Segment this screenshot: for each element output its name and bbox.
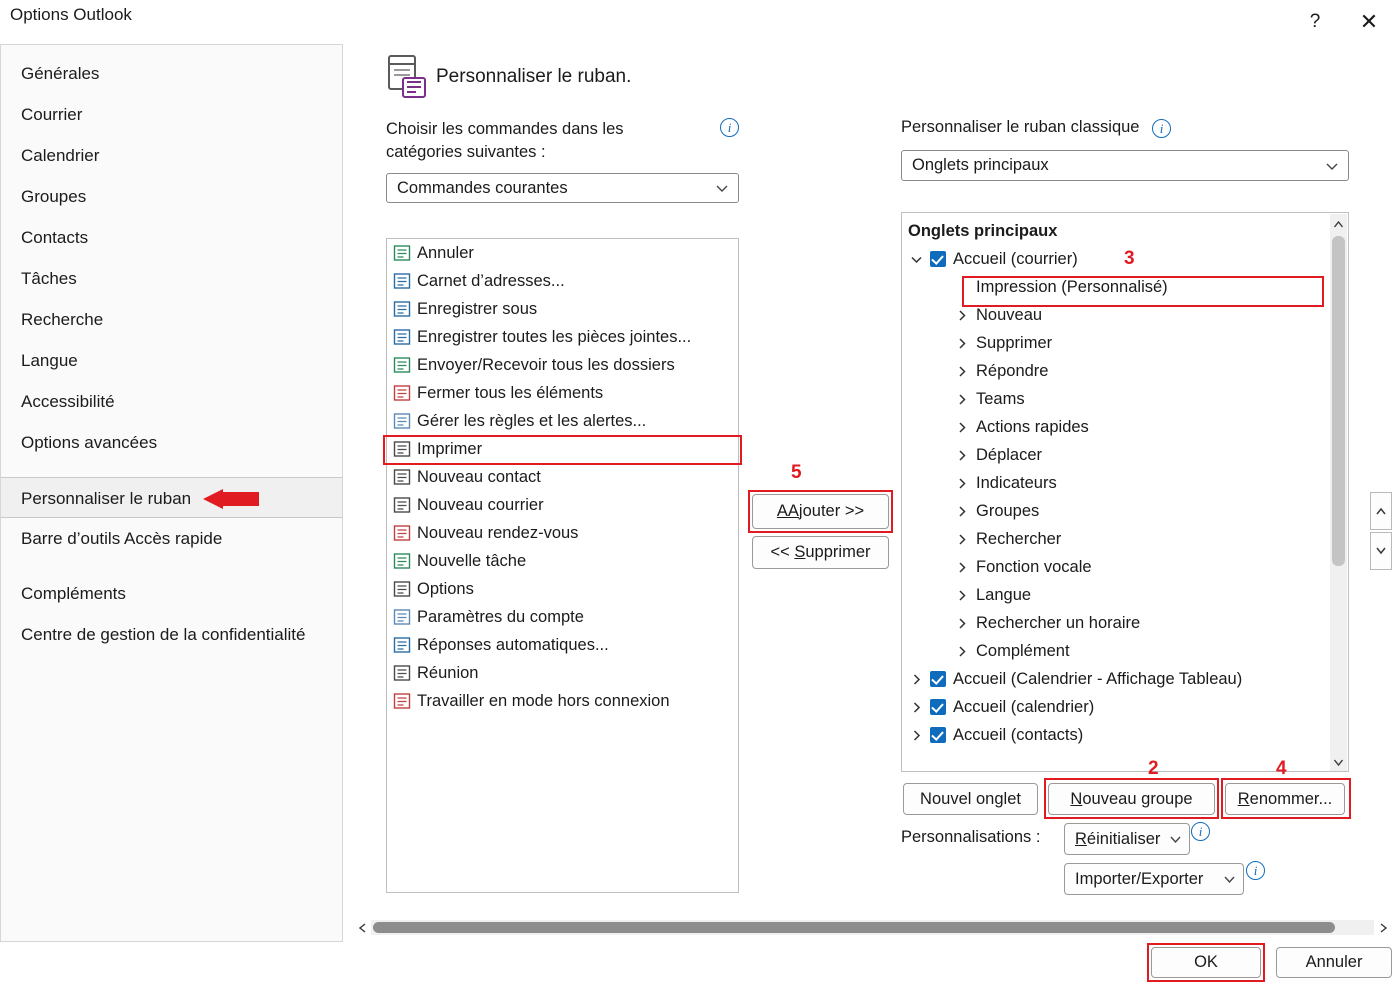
customize-ribbon-icon [386, 54, 428, 100]
dialog-scroll-down-button[interactable] [1370, 532, 1392, 570]
print-icon [391, 438, 413, 460]
add-button[interactable]: AAjouter >> [752, 494, 889, 529]
step-number-5: 5 [791, 462, 802, 483]
tree-item-label: Rechercher [976, 529, 1062, 548]
sidebar-item-label: Recherche [21, 310, 104, 329]
chevron-down-icon [716, 182, 728, 194]
meeting-icon [391, 662, 413, 684]
ribbon-tree[interactable] [901, 212, 1349, 772]
chevron-right-icon[interactable] [956, 477, 969, 490]
hscroll-thumb[interactable] [373, 922, 1335, 933]
tree-item-label: Accueil (courrier) [953, 249, 1078, 268]
sidebar-item-langue[interactable] [1, 340, 342, 381]
sidebar-item-label: Centre de gestion de la confidentialité [21, 625, 306, 644]
new-appointment-icon [392, 523, 412, 543]
rename-button[interactable]: Renommer... [1225, 783, 1345, 815]
page-title: Personnaliser le ruban. [436, 66, 632, 87]
chevron-down-icon [1170, 836, 1181, 844]
window-title: Options Outlook [10, 5, 132, 24]
chevron-up-icon [1376, 507, 1386, 515]
tree-item-label: Accueil (contacts) [953, 725, 1084, 744]
dialog-scroll-up-button[interactable] [1370, 492, 1392, 530]
pointer-arrow-icon [201, 489, 259, 509]
chevron-down-icon [1376, 547, 1386, 555]
reset-button[interactable]: Réinitialiser [1064, 823, 1190, 855]
tree-item-label: Teams [976, 389, 1025, 408]
tree-root-label: Onglets principaux [908, 221, 1058, 240]
commands-listbox[interactable] [386, 238, 739, 893]
tree-group-row[interactable] [902, 385, 1348, 413]
tree-item-label: Complément [976, 641, 1070, 660]
tree-tab-row[interactable] [902, 693, 1348, 721]
tree-item-label: Rechercher un horaire [976, 613, 1141, 632]
import-export-button[interactable] [1064, 863, 1244, 895]
sidebar-item-recherche[interactable] [1, 299, 342, 340]
close-all-icon [391, 382, 413, 404]
tree-tab-row[interactable] [902, 721, 1348, 749]
tree-group-row[interactable] [902, 525, 1348, 553]
meeting-icon [392, 663, 412, 683]
tree-group-row[interactable] [902, 301, 1348, 329]
command-list-item-label: Options [417, 579, 474, 598]
cancel-button-label: Annuler [1305, 953, 1363, 971]
sidebar-item-personnaliser-le-ruban[interactable] [1, 477, 342, 518]
sidebar-item-barre-outils-acces-rapide[interactable] [1, 518, 342, 559]
sidebar-item-generales[interactable] [1, 53, 342, 94]
command-list-item[interactable] [387, 491, 738, 519]
close-icon[interactable]: ✕ [1359, 9, 1379, 34]
tree-item-label: Supprimer [976, 333, 1053, 352]
sidebar-item-complements[interactable] [1, 573, 342, 614]
command-list-item[interactable] [387, 547, 738, 575]
ok-button-label: OK [1194, 953, 1218, 971]
command-list-item-label: Nouvelle tâche [417, 551, 527, 570]
save-attachments-icon [391, 326, 413, 348]
address-book-icon [391, 270, 413, 292]
command-list-item-label: Réunion [417, 663, 479, 682]
tree-item-label: Nouveau [976, 305, 1043, 324]
sidebar-item-label: Contacts [21, 228, 89, 247]
tree-indent-spacer [956, 281, 969, 294]
command-list-item[interactable] [387, 631, 738, 659]
save-attachments-icon [392, 327, 412, 347]
sidebar-item-label: Accessibilité [21, 392, 115, 411]
title-bar [0, 0, 1392, 44]
command-list-item[interactable] [387, 435, 738, 463]
tree-group-row[interactable] [902, 553, 1348, 581]
sidebar-item-label: Langue [21, 351, 78, 370]
remove-button[interactable]: << Supprimer [752, 536, 889, 569]
command-list-item-label: Imprimer [417, 439, 483, 458]
tree-item-label: Accueil (Calendrier - Affichage Tableau) [953, 669, 1243, 688]
sidebar-item-courrier[interactable] [1, 94, 342, 135]
send-receive-icon [392, 355, 412, 375]
sidebar-item-label: Calendrier [21, 146, 100, 165]
tree-item-label: Impression (Personnalisé) [976, 277, 1168, 296]
new-mail-icon [392, 495, 412, 515]
command-list-item[interactable] [387, 659, 738, 687]
info-icon-reset[interactable]: i [1191, 822, 1210, 841]
tree-item-label: Répondre [976, 361, 1049, 380]
command-list-item[interactable] [387, 463, 738, 491]
command-list-item-label: Gérer les règles et les alertes... [417, 411, 647, 430]
new-tab-button[interactable] [903, 783, 1038, 815]
tree-checkbox[interactable] [930, 699, 946, 715]
new-task-icon [391, 550, 413, 572]
tree-checkbox[interactable] [930, 251, 946, 267]
tree-group-row[interactable] [902, 497, 1348, 525]
command-list-item[interactable] [387, 687, 738, 715]
tree-checkbox[interactable] [930, 671, 946, 687]
tree-item-label: Accueil (calendrier) [953, 697, 1095, 716]
command-list-item[interactable] [387, 407, 738, 435]
tree-group-row[interactable] [902, 413, 1348, 441]
tree-scroll-thumb[interactable] [1332, 236, 1345, 566]
tree-item-label: Langue [976, 585, 1032, 604]
ribbon-scope-value: Onglets principaux [912, 156, 1049, 174]
command-list-item-label: Paramètres du compte [417, 607, 584, 626]
tree-group-row[interactable] [902, 469, 1348, 497]
command-list-item-label: Nouveau rendez-vous [417, 523, 579, 542]
chevron-right-icon[interactable] [956, 561, 969, 574]
address-book-icon [392, 271, 412, 291]
command-list-item-label: Fermer tous les éléments [417, 383, 604, 402]
undo-icon [392, 243, 412, 263]
tree-group-row[interactable] [902, 441, 1348, 469]
save-as-icon [392, 299, 412, 319]
account-settings-icon [391, 606, 413, 628]
chevron-right-icon[interactable] [956, 337, 969, 350]
step-number-2: 2 [1148, 758, 1159, 779]
command-list-item-label: Enregistrer toutes les pièces jointes... [417, 327, 692, 346]
new-contact-icon [392, 467, 412, 487]
tree-group-row[interactable] [902, 329, 1348, 357]
cancel-button[interactable] [1276, 947, 1392, 978]
command-list-item-label: Enregistrer sous [417, 299, 538, 318]
new-mail-icon [391, 494, 413, 516]
sidebar-item-groupes[interactable] [1, 176, 342, 217]
command-list-item[interactable] [387, 379, 738, 407]
command-list-item[interactable] [387, 267, 738, 295]
options-icon [392, 579, 412, 599]
sidebar-item-options-avancees[interactable] [1, 422, 342, 463]
sidebar-item-label: Compléments [21, 584, 126, 603]
chevron-right-icon[interactable] [910, 701, 923, 714]
command-list-item[interactable] [387, 295, 738, 323]
command-list-item-label: Carnet d’adresses... [417, 271, 565, 290]
horizontal-scrollbar[interactable] [355, 918, 1390, 938]
sidebar-item-label: Options avancées [21, 433, 158, 452]
undo-icon [391, 242, 413, 264]
sidebar-item-accessibilite[interactable] [1, 381, 342, 422]
hscroll-right-icon[interactable] [1376, 920, 1390, 935]
chevron-right-icon[interactable] [956, 365, 969, 378]
import-export-label: Importer/Exporter [1075, 869, 1204, 888]
new-tab-button-label: Nouvel onglet [920, 789, 1021, 808]
customize-classic-ribbon-label: Personnaliser le ruban classique [901, 118, 1140, 136]
tree-group-row[interactable] [902, 637, 1348, 665]
step-number-3: 3 [1124, 248, 1135, 269]
scroll-up-icon[interactable] [1330, 214, 1347, 234]
tree-tab-row[interactable] [902, 665, 1348, 693]
new-contact-icon [391, 466, 413, 488]
help-icon[interactable]: ? [1309, 11, 1321, 32]
command-list-item-label: Travailler en mode hors connexion [417, 691, 670, 710]
chevron-right-icon[interactable] [956, 589, 969, 602]
tree-group-row[interactable] [902, 609, 1348, 637]
choose-commands-label: Choisir les commandes dans les catégories suivantes : [386, 120, 624, 161]
sidebar-item-label: Personnaliser le ruban [21, 489, 192, 508]
chevron-right-icon[interactable] [956, 449, 969, 462]
command-list-item[interactable] [387, 603, 738, 631]
sidebar-item-label: Barre d’outils Accès rapide [21, 529, 223, 548]
chevron-right-icon[interactable] [956, 617, 969, 630]
chevron-right-icon[interactable] [956, 645, 969, 658]
info-icon-left[interactable]: i [720, 118, 739, 137]
scroll-down-icon[interactable] [1330, 752, 1347, 772]
tree-item-label: Indicateurs [976, 473, 1057, 492]
print-icon [392, 439, 412, 459]
chevron-down-icon [1224, 876, 1235, 884]
commands-category-select[interactable] [386, 173, 739, 203]
rules-alerts-icon [391, 410, 413, 432]
sidebar-item-label: Groupes [21, 187, 87, 206]
command-list-item-label: Envoyer/Recevoir tous les dossiers [417, 355, 675, 374]
chevron-right-icon[interactable] [956, 505, 969, 518]
offline-icon [391, 690, 413, 712]
customizations-label: Personnalisations : [901, 828, 1041, 846]
chevron-right-icon[interactable] [956, 421, 969, 434]
new-appointment-icon [391, 522, 413, 544]
tree-item-label: Fonction vocale [976, 557, 1092, 576]
command-list-item-label: Nouveau contact [417, 467, 541, 486]
new-group-button[interactable]: Nouveau groupe [1048, 783, 1215, 815]
command-list-item-label: Nouveau courrier [417, 495, 544, 514]
step-number-4: 4 [1276, 758, 1287, 779]
chevron-down-icon[interactable] [910, 253, 923, 266]
tree-item-label: Groupes [976, 501, 1040, 520]
hscroll-left-icon[interactable] [355, 920, 369, 935]
command-list-item[interactable] [387, 575, 738, 603]
command-list-item[interactable] [387, 323, 738, 351]
sidebar-item-taches[interactable] [1, 258, 342, 299]
sidebar-item-contacts[interactable] [1, 217, 342, 258]
chevron-right-icon[interactable] [956, 309, 969, 322]
offline-icon [392, 691, 412, 711]
chevron-right-icon[interactable] [910, 729, 923, 742]
command-list-item-label: Annuler [417, 243, 474, 262]
options-icon [391, 578, 413, 600]
ok-button[interactable] [1151, 947, 1261, 978]
tree-item-label: Déplacer [976, 445, 1043, 464]
commands-category-value: Commandes courantes [397, 178, 568, 197]
auto-reply-icon [392, 635, 412, 655]
command-list-item[interactable] [387, 519, 738, 547]
auto-reply-icon [391, 634, 413, 656]
sidebar-item-label: Tâches [21, 269, 77, 288]
command-list-item[interactable] [387, 351, 738, 379]
account-settings-icon [392, 607, 412, 627]
sidebar-item-centre-confidentialite[interactable] [1, 614, 342, 655]
save-as-icon [391, 298, 413, 320]
tree-checkbox[interactable] [930, 727, 946, 743]
tree-group-row[interactable] [902, 273, 1348, 301]
chevron-right-icon[interactable] [956, 533, 969, 546]
send-receive-icon [391, 354, 413, 376]
tree-group-row[interactable] [902, 581, 1348, 609]
chevron-down-icon [1326, 160, 1338, 172]
close-all-icon [392, 383, 412, 403]
ribbon-scope-select[interactable] [901, 150, 1349, 181]
command-list-item-label: Réponses automatiques... [417, 635, 609, 654]
sidebar-item-calendrier[interactable] [1, 135, 342, 176]
tree-scrollbar[interactable] [1330, 214, 1347, 772]
sidebar-item-label: Courrier [21, 105, 83, 124]
tree-group-row[interactable] [902, 357, 1348, 385]
new-task-icon [392, 551, 412, 571]
info-icon-import-export[interactable]: i [1246, 861, 1265, 880]
chevron-right-icon[interactable] [956, 393, 969, 406]
rules-alerts-icon [392, 411, 412, 431]
info-icon-right[interactable]: i [1152, 119, 1171, 138]
command-list-item[interactable] [387, 239, 738, 267]
chevron-right-icon[interactable] [910, 673, 923, 686]
options-sidebar [0, 44, 343, 942]
tree-item-label: Actions rapides [976, 417, 1089, 436]
sidebar-item-label: Générales [21, 64, 100, 83]
